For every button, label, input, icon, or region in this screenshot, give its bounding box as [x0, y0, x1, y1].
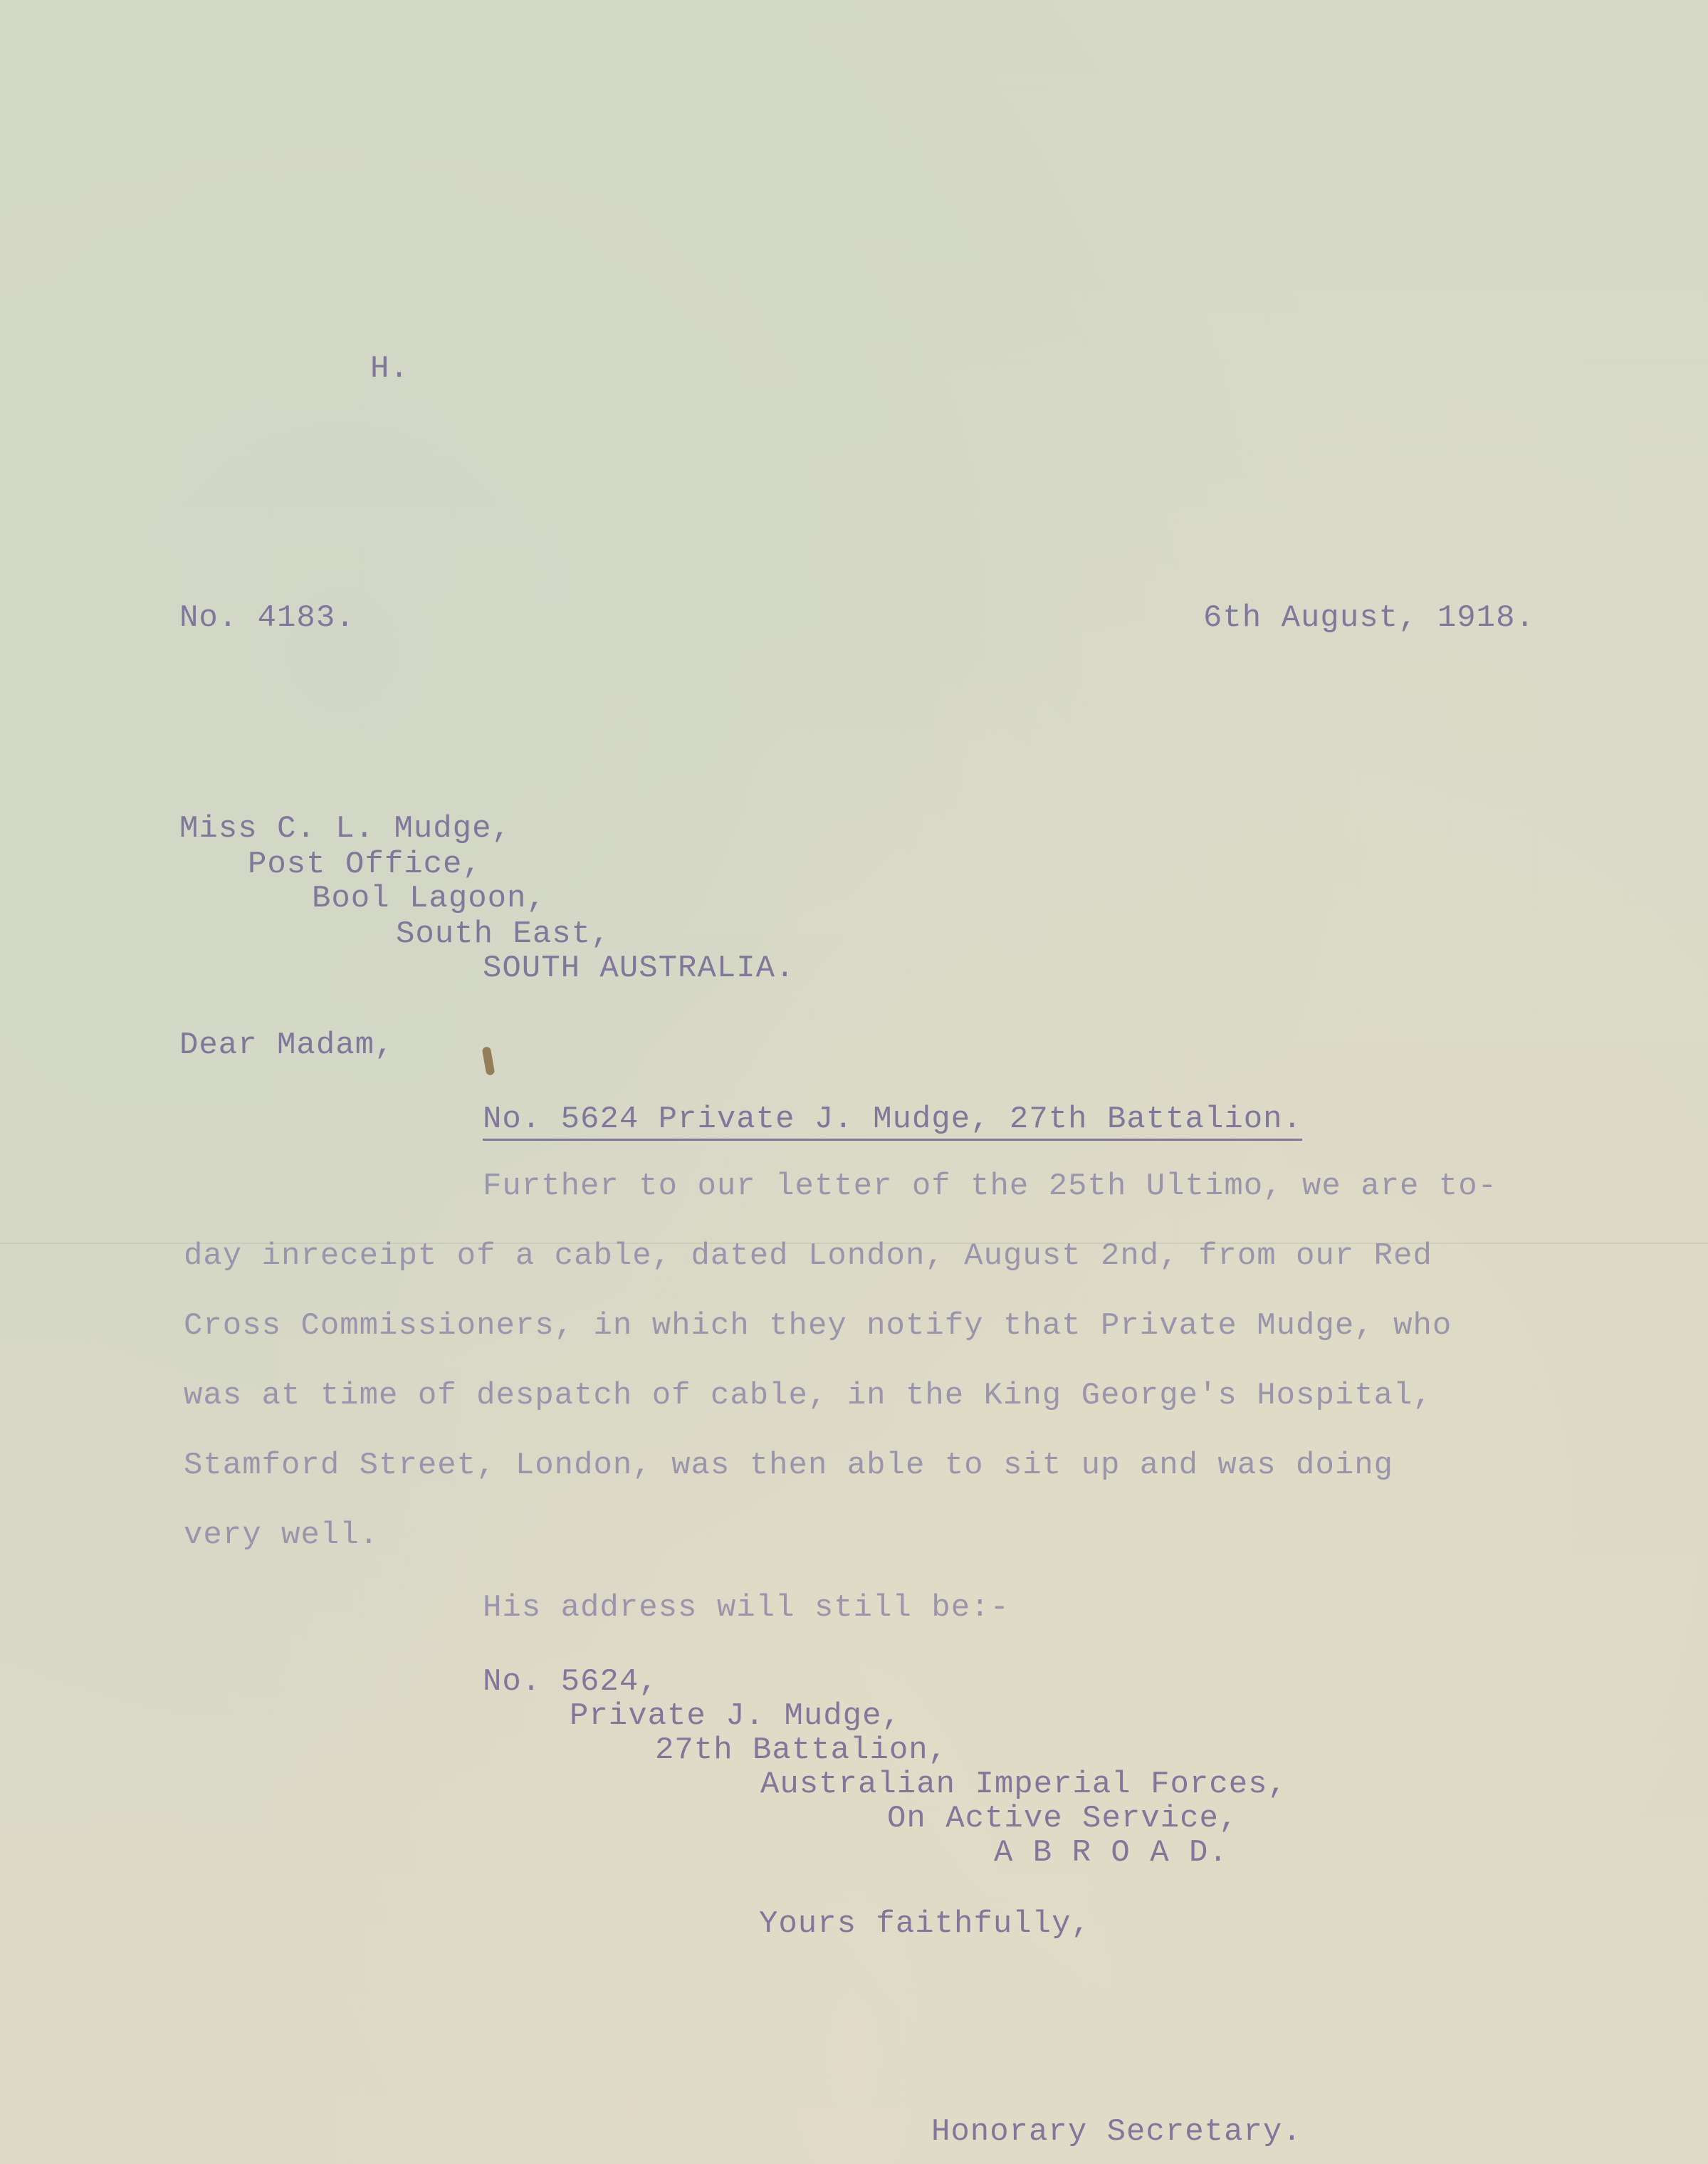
reference-number: No. 4183.	[179, 600, 355, 636]
body-line-2: day inreceipt of a cable, dated London, August 2nd, from our Red	[184, 1238, 1432, 1274]
address-line-5: SOUTH AUSTRALIA.	[483, 951, 795, 986]
soldier-address-line-5: On Active Service,	[887, 1801, 1239, 1836]
body-line-3: Cross Commissioners, in which they notify that Private Mudge, who	[184, 1308, 1452, 1344]
address-line-1: Miss C. L. Mudge,	[179, 811, 511, 847]
soldier-address-line-6: A B R O A D.	[994, 1835, 1228, 1871]
letter-initial: H.	[370, 351, 409, 387]
soldier-address-line-2: Private J. Mudge,	[570, 1698, 901, 1734]
address-intro: His address will still be:-	[483, 1590, 1010, 1626]
soldier-address-line-1: No. 5624,	[483, 1664, 659, 1700]
address-line-3: Bool Lagoon,	[312, 881, 546, 916]
body-line-4: was at time of despatch of cable, in the King George's Hospital,	[184, 1378, 1432, 1413]
signatory-title: Honorary Secretary.	[931, 2114, 1302, 2150]
closing: Yours faithfully,	[759, 1906, 1091, 1942]
body-line-5: Stamford Street, London, was then able to sit up and was doing	[184, 1448, 1394, 1483]
ink-blot	[482, 1046, 496, 1075]
body-line-6: very well.	[184, 1517, 379, 1553]
letter-date: 6th August, 1918.	[1203, 600, 1535, 636]
address-line-2: Post Office,	[248, 847, 482, 882]
address-line-4: South East,	[396, 916, 611, 952]
body-line-1: Further to our letter of the 25th Ultimo, we are to-	[483, 1169, 1498, 1204]
soldier-address-line-3: 27th Battalion,	[655, 1732, 948, 1768]
salutation: Dear Madam,	[179, 1028, 394, 1063]
soldier-address-line-4: Australian Imperial Forces,	[760, 1767, 1287, 1802]
subject-line: No. 5624 Private J. Mudge, 27th Battalion.	[483, 1102, 1302, 1141]
